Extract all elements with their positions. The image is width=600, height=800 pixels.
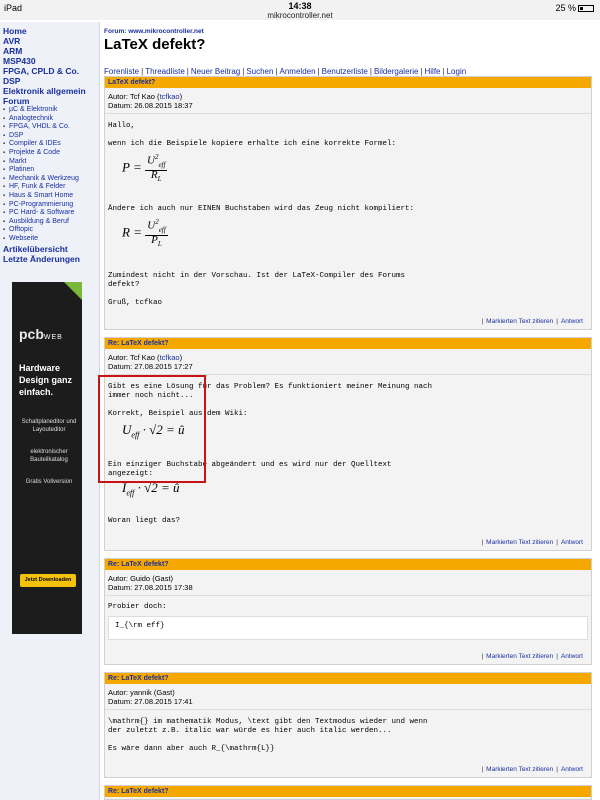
highlight-annotation — [98, 375, 206, 483]
post-body — [105, 718, 591, 754]
forum-link[interactable]: ▪ Analogtechnik — [0, 115, 99, 124]
forum-link[interactable]: ▪ DSP — [0, 132, 99, 141]
ad-download-button[interactable]: Jetzt Downloaden — [20, 574, 76, 587]
post-text-line: Gibt es eine Lösung für das Problem? Es funktioniert meiner Meinung nach — [108, 383, 433, 391]
ad-text: Schaltplaneditor und Layouteditor — [21, 419, 77, 433]
post-text-line: defekt? — [108, 281, 140, 289]
post-author: Autor: Guido (Gast) — [108, 574, 174, 583]
latex-formula: P = $\frac{U^2_{eff}}{R_L}$ — [122, 153, 166, 184]
link-benutzerliste[interactable]: Benutzerliste — [321, 67, 368, 76]
post-date: Datum: 26.08.2015 18:37 — [108, 101, 193, 110]
forum-label: Forum: www.mikrocontroller.net — [104, 28, 204, 35]
link-anmelden[interactable]: Anmelden — [279, 67, 316, 76]
post-text-line: immer noch nicht... — [108, 392, 194, 400]
nav-letzte-aenderungen[interactable]: Letzte Änderungen — [3, 253, 80, 264]
post-text-line: Gruß, tcfkao — [108, 299, 163, 307]
quote-selected-link[interactable]: Markierten Text zitieren — [486, 653, 554, 660]
post-actions: | Markierten Text zitieren | Antwort — [481, 653, 583, 660]
forum-link[interactable]: ▪ Haus & Smart Home — [0, 192, 99, 201]
clock: 14:38 — [288, 1, 312, 11]
battery-indicator — [555, 3, 594, 13]
post-actions: | Markierten Text zitieren | Antwort — [481, 318, 583, 325]
address-bar-url[interactable]: mikrocontroller.net — [267, 11, 333, 20]
ad-banner[interactable] — [12, 282, 82, 634]
ad-text: elektronischer Bauteilkatalog — [30, 449, 68, 463]
post-actions: | Markierten Text zitieren | Antwort — [481, 539, 583, 546]
forum-post — [104, 76, 592, 330]
latex-formula: R = $\frac{U^2_{eff}}{P_L}$ — [122, 218, 166, 249]
post-text-line: Hallo, — [108, 122, 136, 130]
post-text-line: Ändere ich auch nur EINEN Buchstaben wird das Zeug nicht kompiliert: — [108, 205, 415, 213]
device-name: iPad — [4, 3, 23, 13]
battery-icon — [578, 5, 594, 12]
link-login[interactable]: Login — [446, 67, 467, 76]
post-subject: Re: LaTeX defekt? — [105, 559, 591, 570]
link-threadliste[interactable]: Threadliste — [145, 67, 185, 76]
forum-link[interactable]: ▪ Webseite — [0, 235, 99, 244]
author-link[interactable]: tcfkao — [159, 92, 180, 101]
post-author: Autor: Tcf Kao (tcfkao) — [108, 353, 183, 362]
ad-text: Gratis Vollversion — [25, 479, 73, 485]
post-author: Autor: yannik (Gast) — [108, 688, 175, 697]
post-meta — [105, 349, 591, 375]
post-body — [105, 122, 591, 308]
forum-link[interactable]: ▪ Ausbildung & Beruf — [0, 218, 99, 227]
nav-home[interactable]: Home — [3, 26, 27, 36]
quote-selected-link[interactable]: Markierten Text zitieren — [486, 766, 554, 773]
post-text-line: \mathrm{} im mathematik Modus, \text gibt den Textmodus wieder und wenn — [108, 718, 428, 726]
post-meta — [105, 88, 591, 114]
forum-link[interactable]: ▪ PC-Programmierung — [0, 201, 99, 210]
reply-link[interactable]: Antwort — [560, 766, 583, 773]
forum-post — [104, 558, 592, 665]
nav-arm[interactable]: ARM — [3, 46, 23, 56]
post-text-line: Woran liegt das? — [108, 517, 181, 525]
code-text: I_{\rm eff} — [115, 622, 165, 630]
author-link[interactable]: tcfkao — [159, 353, 180, 362]
forum-link[interactable]: ▪ Projekte & Code — [0, 149, 99, 158]
ad-headline: Hardware Design ganz einfach. — [19, 363, 73, 397]
post-actions: | Markierten Text zitieren | Antwort — [481, 766, 583, 773]
post-meta — [105, 684, 591, 710]
quote-selected-link[interactable]: Markierten Text zitieren — [486, 318, 554, 325]
reply-link[interactable]: Antwort — [560, 539, 583, 546]
post-meta — [105, 570, 591, 596]
status-bar — [0, 0, 600, 20]
post-text-line: Probier doch: — [108, 603, 167, 611]
post-text-line: angezeigt: — [108, 470, 154, 478]
forum-link[interactable]: ▪ µC & Elektronik — [0, 106, 99, 115]
post-text-line: wenn ich die Beispiele kopiere erhalte ich eine korrekte Formel: — [108, 140, 397, 148]
post-text-line: Korrekt, Beispiel aus dem Wiki: — [108, 410, 248, 418]
post-text-line: Es wäre dann aber auch R_{\mathrm{L}} — [108, 745, 275, 753]
reply-link[interactable]: Antwort — [560, 318, 583, 325]
nav-forum[interactable]: Forum — [3, 96, 30, 106]
post-text-line: der zuletzt z.B. italic war würde es hier auch italic werden... — [108, 727, 392, 735]
ad-corner-decoration — [64, 282, 82, 300]
nav-fpga[interactable]: FPGA, CPLD & Co. — [3, 66, 80, 76]
post-text-line: Zumindest nicht in der Vorschau. Ist der LaTeX-Compiler des Forums — [108, 272, 406, 280]
latex-formula: $I_{eff} \cdot √2$ = û — [122, 480, 180, 498]
ad-logo: pcbWEB — [19, 326, 63, 342]
nav-elektronik[interactable]: Elektronik allgemein — [3, 86, 86, 96]
forum-link[interactable]: ▪ Platinen — [0, 166, 99, 175]
thread-nav: Forenliste | Threadliste | Neuer Beitrag | Suchen | Anmelden | Benutzerliste | Bildergalerie | Hilfe | Login — [104, 67, 467, 76]
forum-link[interactable]: ▪ Markt — [0, 158, 99, 167]
main-content — [104, 22, 594, 76]
nav-avr[interactable]: AVR — [3, 36, 21, 46]
forum-link[interactable]: ▪ Compiler & IDEs — [0, 140, 99, 149]
code-block — [108, 616, 588, 640]
forum-link[interactable]: ▪ Offtopic — [0, 226, 99, 235]
post-subject: Re: LaTeX defekt? — [105, 786, 591, 797]
forum-post — [104, 672, 592, 778]
post-subject: LaTeX defekt? — [105, 77, 591, 88]
post-text-line: Ein einziger Buchstabe abgeändert und es wird nur der Quelltext — [108, 461, 392, 469]
battery-level: 25 % — [555, 3, 576, 13]
forum-link[interactable]: ▪ FPGA, VHDL & Co. — [0, 123, 99, 132]
link-neuer-beitrag[interactable]: Neuer Beitrag — [190, 67, 241, 76]
link-forenliste[interactable]: Forenliste — [104, 67, 140, 76]
post-author: Autor: Tcf Kao (tcfkao) — [108, 92, 183, 101]
link-hilfe[interactable]: Hilfe — [424, 67, 441, 76]
link-bildergalerie[interactable]: Bildergalerie — [373, 67, 419, 76]
post-date: Datum: 27.08.2015 17:41 — [108, 697, 193, 706]
nav-dsp[interactable]: DSP — [3, 76, 21, 86]
reply-link[interactable]: Antwort — [560, 653, 583, 660]
nav-artikeluebersicht[interactable]: Artikelübersicht — [3, 243, 68, 254]
page-title: LaTeX defekt? — [104, 36, 206, 53]
post-date: Datum: 27.08.2015 17:38 — [108, 583, 193, 592]
post-subject: Re: LaTeX defekt? — [105, 338, 591, 349]
post-subject: Re: LaTeX defekt? — [105, 673, 591, 684]
latex-formula: $U_{eff} \cdot √2$ = û — [122, 422, 185, 440]
post-body — [105, 603, 591, 640]
nav-msp430[interactable]: MSP430 — [3, 56, 36, 66]
link-suchen[interactable]: Suchen — [246, 67, 274, 76]
post-date: Datum: 27.08.2015 17:27 — [108, 362, 193, 371]
forum-link[interactable]: ▪ HF, Funk & Felder — [0, 183, 99, 192]
forum-link[interactable]: ▪ Mechanik & Werkzeug — [0, 175, 99, 184]
forum-link[interactable]: ▪ PC Hard- & Software — [0, 209, 99, 218]
forum-post — [104, 785, 592, 800]
quote-selected-link[interactable]: Markierten Text zitieren — [486, 539, 554, 546]
